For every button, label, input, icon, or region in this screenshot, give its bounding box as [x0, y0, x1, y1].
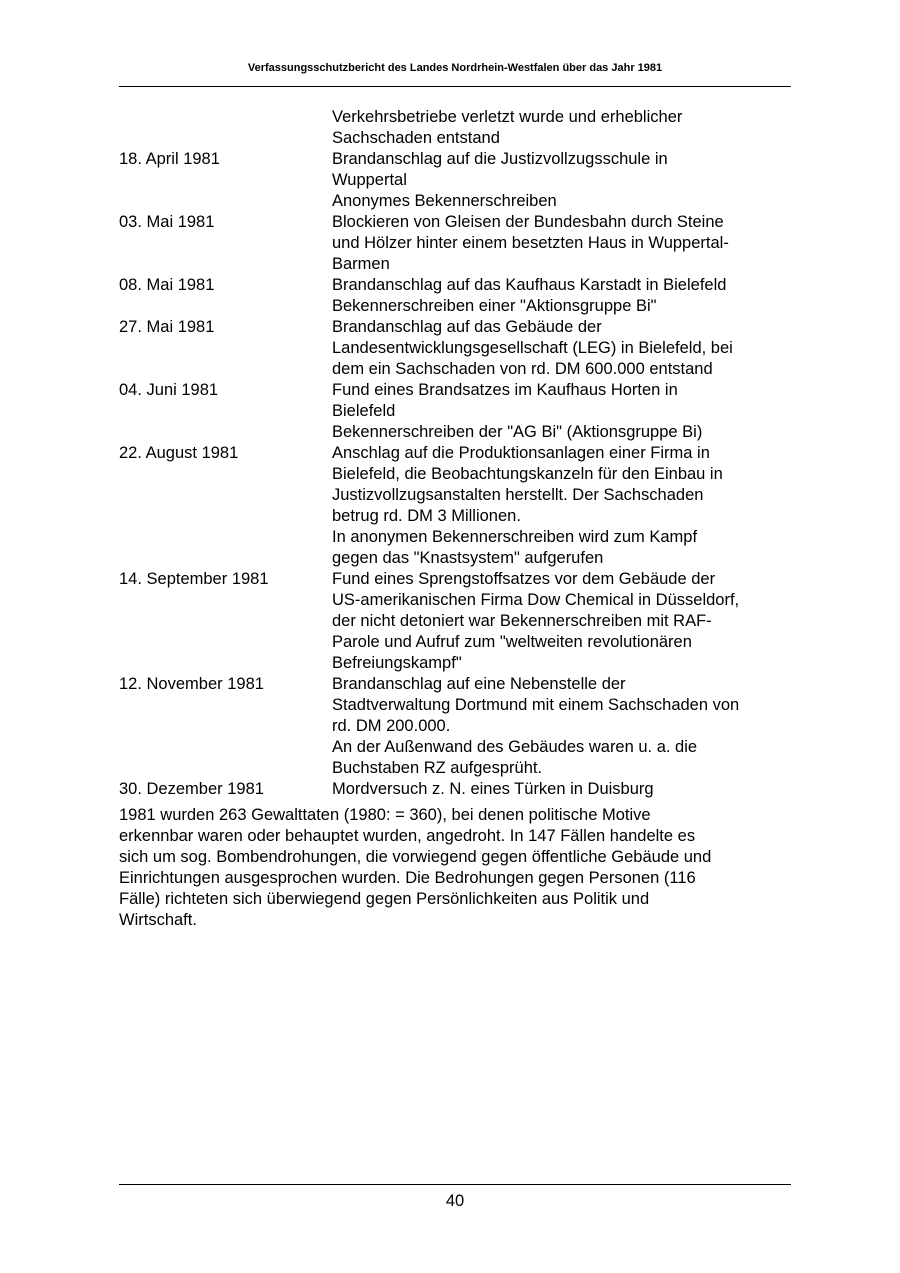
page-header-title: Verfassungsschutzbericht des Landes Nordrhein-Westfalen über das Jahr 1981	[247, 62, 663, 74]
entry-line: Stadtverwaltung Dortmund mit einem Sachschaden von	[332, 696, 740, 714]
chronology-entry	[119, 674, 799, 779]
chronology-entry	[119, 380, 799, 443]
chronology-entry	[119, 779, 799, 800]
entry-line: Fund eines Brandsatzes im Kaufhaus Horten in	[332, 381, 678, 399]
entry-description	[332, 380, 799, 443]
summary-line: Fälle) richteten sich überwiegend gegen Persönlichkeiten aus Politik und	[119, 890, 650, 908]
footer-divider	[119, 1184, 791, 1185]
entry-line: Brandanschlag auf die Justizvollzugsschule in	[332, 150, 668, 168]
entry-description	[332, 149, 799, 212]
entry-date: 18. April 1981	[119, 150, 220, 168]
entry-description	[332, 674, 799, 779]
entry-line: US-amerikanischen Firma Dow Chemical in Düsseldorf,	[332, 591, 740, 609]
chronology-list	[119, 107, 799, 800]
summary-line: Einrichtungen ausgesprochen wurden. Die Bedrohungen gegen Personen (116	[119, 869, 696, 887]
entry-line: und Hölzer hinter einem besetzten Haus in Wuppertal-	[332, 234, 729, 252]
entry-line: Blockieren von Gleisen der Bundesbahn durch Steine	[332, 213, 724, 231]
chronology-entry	[119, 443, 799, 569]
entry-line: Brandanschlag auf das Gebäude der	[332, 318, 602, 336]
entry-line: Barmen	[332, 255, 390, 273]
entry-line: Befreiungskampf"	[332, 654, 462, 672]
entry-date: 30. Dezember 1981	[119, 780, 264, 798]
entry-line: Wuppertal	[332, 171, 407, 189]
summary-line: Wirtschaft.	[119, 911, 197, 929]
entry-date: 12. November 1981	[119, 675, 264, 693]
chronology-entry	[119, 107, 799, 149]
entry-line: Bekennerschreiben der "AG Bi" (Aktionsgruppe Bi)	[332, 423, 703, 441]
entry-date: 27. Mai 1981	[119, 318, 215, 336]
entry-line: Brandanschlag auf das Kaufhaus Karstadt in Bielefeld	[332, 276, 727, 294]
chronology-entry	[119, 149, 799, 212]
entry-line: Parole und Aufruf zum "weltweiten revolutionären	[332, 633, 692, 651]
chronology-entry	[119, 212, 799, 275]
header-divider	[119, 86, 791, 87]
entry-description	[332, 317, 799, 380]
entry-line: Verkehrsbetriebe verletzt wurde und erheblicher	[332, 108, 683, 126]
page-number: 40	[445, 1192, 465, 1210]
entry-line: Anschlag auf die Produktionsanlagen einer Firma in	[332, 444, 710, 462]
entry-date: 03. Mai 1981	[119, 213, 215, 231]
summary-line: 1981 wurden 263 Gewalttaten (1980: = 360), bei denen politische Motive	[119, 806, 651, 824]
entry-description	[332, 779, 799, 800]
entry-date	[119, 107, 332, 149]
entry-line: dem ein Sachschaden von rd. DM 600.000 entstand	[332, 360, 713, 378]
entry-line: Anonymes Bekennerschreiben	[332, 192, 557, 210]
entry-line: Bielefeld, die Beobachtungskanzeln für den Einbau in	[332, 465, 723, 483]
entry-line: An der Außenwand des Gebäudes waren u. a. die	[332, 738, 698, 756]
entry-description	[332, 212, 799, 275]
entry-line: rd. DM 200.000.	[332, 717, 451, 735]
entry-line: Bekennerschreiben einer "Aktionsgruppe Bi"	[332, 297, 657, 315]
entry-line: Landesentwicklungsgesellschaft (LEG) in Bielefeld, bei	[332, 339, 733, 357]
entry-line: Mordversuch z. N. eines Türken in Duisburg	[332, 780, 654, 798]
entry-line: In anonymen Bekennerschreiben wird zum Kampf	[332, 528, 698, 546]
entry-date: 08. Mai 1981	[119, 276, 215, 294]
entry-description	[332, 107, 799, 149]
entry-line: Fund eines Sprengstoffsatzes vor dem Gebäude der	[332, 570, 716, 588]
entry-description	[332, 569, 799, 674]
summary-paragraph	[119, 805, 799, 931]
entry-date: 14. September 1981	[119, 570, 269, 588]
entry-date: 04. Juni 1981	[119, 381, 219, 399]
entry-date: 22. August 1981	[119, 444, 239, 462]
entry-line: Bielefeld	[332, 402, 396, 420]
summary-line: sich um sog. Bombendrohungen, die vorwiegend gegen öffentliche Gebäude und	[119, 848, 712, 866]
chronology-entry	[119, 569, 799, 674]
entry-line: Buchstaben RZ aufgesprüht.	[332, 759, 543, 777]
entry-line: Justizvollzugsanstalten herstellt. Der Sachschaden	[332, 486, 704, 504]
entry-line: der nicht detoniert war Bekennerschreiben mit RAF-	[332, 612, 712, 630]
entry-line: Sachschaden entstand	[332, 129, 500, 147]
entry-description	[332, 275, 799, 317]
summary-line: erkennbar waren oder behauptet wurden, angedroht. In 147 Fällen handelte es	[119, 827, 696, 845]
chronology-entry	[119, 275, 799, 317]
entry-line: gegen das "Knastsystem" aufgerufen	[332, 549, 604, 567]
entry-line: betrug rd. DM 3 Millionen.	[332, 507, 521, 525]
entry-line: Brandanschlag auf eine Nebenstelle der	[332, 675, 626, 693]
entry-description	[332, 443, 799, 569]
chronology-entry	[119, 317, 799, 380]
